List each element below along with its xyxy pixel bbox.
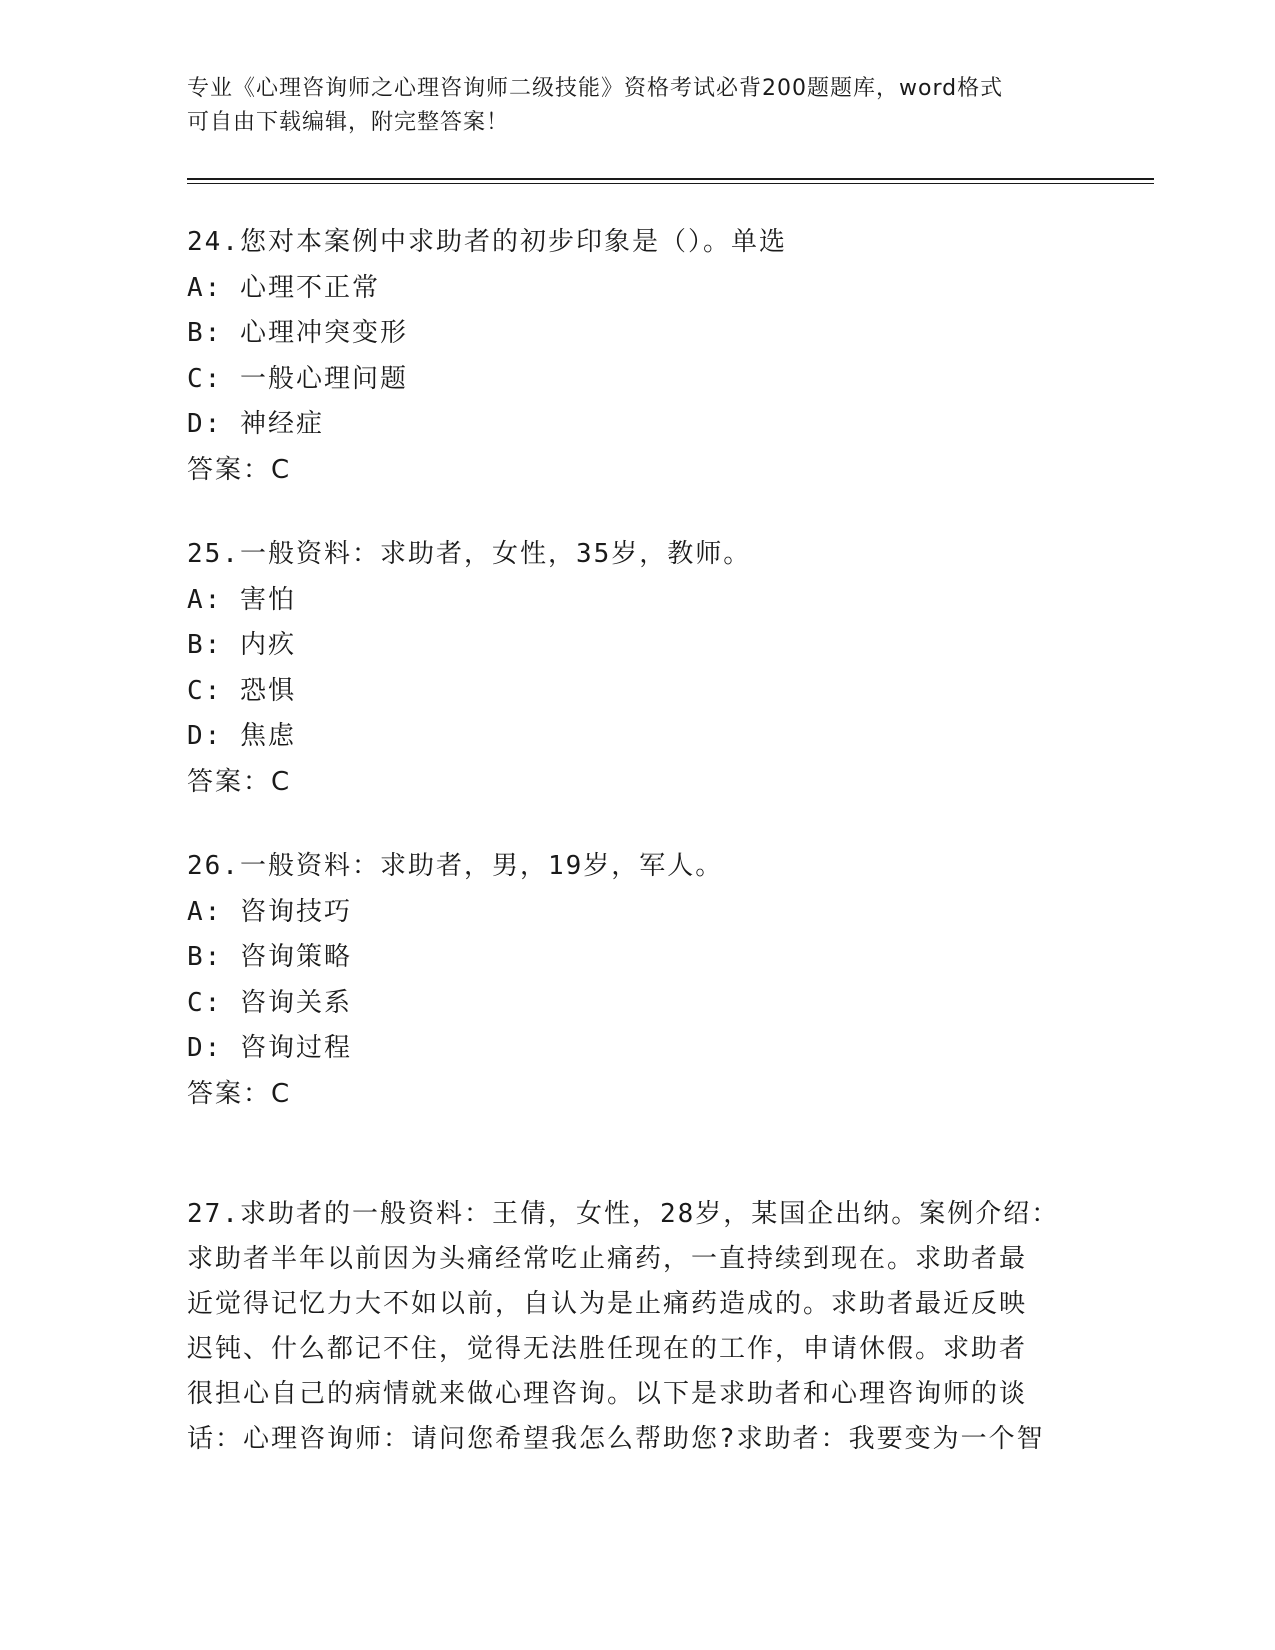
question-paragraph-line: 近觉得记忆力大不如以前，自认为是止痛药造成的。求助者最近反映 bbox=[187, 1289, 1028, 1319]
option-b: B: 心理冲突变形 bbox=[187, 318, 408, 348]
option-c: C: 咨询关系 bbox=[187, 987, 352, 1018]
header-divider-thin bbox=[187, 183, 1154, 184]
question-stem: 26.一般资料：求助者，男，19岁，军人。 bbox=[187, 851, 724, 881]
question-paragraph-line: 求助者半年以前因为头痛经常吃止痛药，一直持续到现在。求助者最 bbox=[187, 1244, 1028, 1274]
question-paragraph-line: 很担心自己的病情就来做心理咨询。以下是求助者和心理咨询师的谈 bbox=[187, 1379, 1028, 1409]
option-a: A: 咨询技巧 bbox=[187, 896, 352, 927]
document-header bbox=[187, 72, 1067, 140]
answer: 答案：C bbox=[187, 766, 292, 797]
option-c: C: 恐惧 bbox=[187, 675, 296, 706]
option-a: A: 害怕 bbox=[187, 584, 296, 615]
header-divider-thick bbox=[187, 178, 1154, 180]
header-line-1: 专业《心理咨询师之心理咨询师二级技能》资格考试必背200题题库，word格式 bbox=[187, 76, 1004, 101]
option-b: B: 咨询策略 bbox=[187, 942, 352, 972]
header-line-2: 可自由下载编辑，附完整答案！ bbox=[187, 110, 510, 135]
answer: 答案：C bbox=[187, 454, 292, 485]
answer: 答案：C bbox=[187, 1078, 292, 1109]
option-c: C: 一般心理问题 bbox=[187, 363, 408, 394]
question-24 bbox=[187, 220, 1077, 493]
option-d: D: 咨询过程 bbox=[187, 1033, 352, 1063]
question-paragraph-line: 27.求助者的一般资料：王倩，女性，28岁，某国企出纳。案例介绍： bbox=[187, 1199, 1060, 1229]
question-paragraph-line: 迟钝、什么都记不住，觉得无法胜任现在的工作，申请休假。求助者 bbox=[187, 1334, 1028, 1364]
option-b: B: 内疚 bbox=[187, 630, 296, 660]
question-25 bbox=[187, 532, 1077, 805]
question-26 bbox=[187, 844, 1077, 1117]
option-a: A: 心理不正常 bbox=[187, 272, 380, 303]
question-stem: 24.您对本案例中求助者的初步印象是（）。单选 bbox=[187, 227, 787, 257]
question-27 bbox=[187, 1192, 1077, 1462]
question-stem: 25.一般资料：求助者，女性，35岁，教师。 bbox=[187, 539, 752, 569]
option-d: D: 焦虑 bbox=[187, 721, 296, 751]
question-paragraph-line: 话：心理咨询师：请问您希望我怎么帮助您?求助者：我要变为一个智 bbox=[187, 1424, 1045, 1454]
option-d: D: 神经症 bbox=[187, 409, 324, 439]
